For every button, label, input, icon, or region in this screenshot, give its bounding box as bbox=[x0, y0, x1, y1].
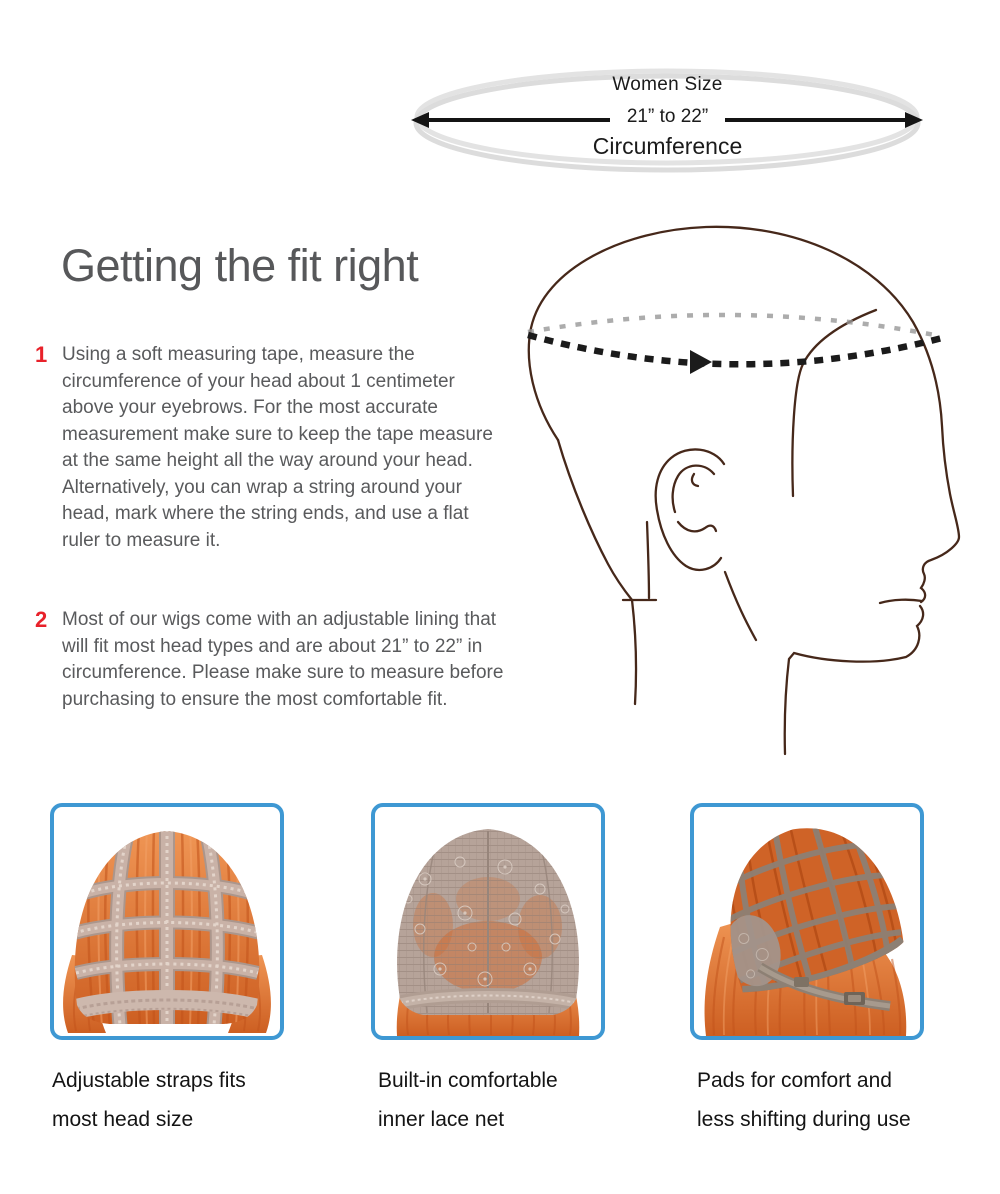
badge-label: Circumference bbox=[592, 133, 743, 159]
head-profile-illustration bbox=[518, 222, 968, 767]
feature-card-lace bbox=[371, 803, 605, 1040]
step-1-number: 1 bbox=[35, 342, 48, 367]
caption-line: less shifting during use bbox=[697, 1107, 911, 1131]
direction-arrow-icon bbox=[690, 350, 712, 374]
step-2 bbox=[35, 607, 507, 713]
wig-cap-side-photo bbox=[694, 807, 920, 1036]
step-2-number: 2 bbox=[35, 607, 48, 632]
caption-line: most head size bbox=[52, 1107, 194, 1131]
caption-line: Pads for comfort and bbox=[697, 1069, 892, 1092]
caption-line: Built-in comfortable bbox=[378, 1069, 558, 1092]
badge-title: Women Size bbox=[612, 74, 723, 95]
measuring-line-dotted bbox=[528, 315, 942, 374]
badge-range: 21” to 22” bbox=[626, 106, 709, 127]
feature-caption-lace bbox=[378, 1062, 638, 1139]
page-title: Getting the fit right bbox=[61, 240, 419, 291]
step-2-text: Most of our wigs come with an adjustable lining that will fit most head types and are about 21” to 22” in circumference. Please make sure to measure before purchasing to ensure the most comfortable fit. bbox=[62, 609, 504, 710]
feature-caption-straps bbox=[52, 1062, 312, 1139]
caption-line: Adjustable straps fits bbox=[52, 1069, 246, 1092]
size-badge bbox=[405, 60, 930, 178]
caption-line: inner lace net bbox=[378, 1107, 505, 1131]
wig-cap-back-photo bbox=[54, 807, 280, 1036]
wig-cap-lace-photo bbox=[375, 807, 601, 1036]
step-1-text: Using a soft measuring tape, measure the circumference of your head about 1 centimeter above your eyebrows. For the most accurate measurement make sure to keep the tape measure at the same height all the way around your head. Alternatively, you can wrap a string around your head, mark where the string ends, and use a flat ruler to measure it. bbox=[62, 344, 493, 551]
feature-card-straps bbox=[50, 803, 284, 1040]
step-1 bbox=[35, 342, 507, 554]
feature-card-pads bbox=[690, 803, 924, 1040]
feature-caption-pads bbox=[697, 1062, 957, 1139]
